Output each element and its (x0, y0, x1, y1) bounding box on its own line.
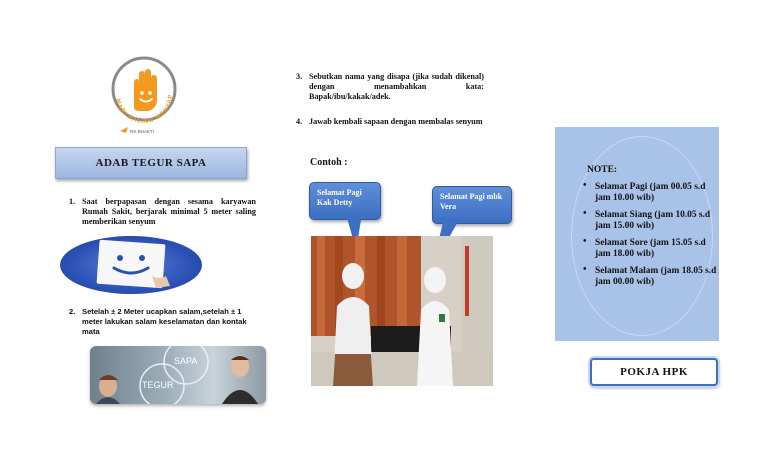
item-text: Saat berpapasan dengan sesama karyawan Rumah Sakit, berjarak minimal 5 meter saling memberikan senyum (82, 197, 256, 226)
hand-smile-icon (98, 55, 190, 145)
item-number: 4. (296, 117, 303, 126)
speech-bubble-left: Selamat Pagi Kak Detty (309, 182, 381, 220)
note-item: • Selamat Siang (jam 10.05 s.d jam 15.00 wib) (583, 210, 719, 231)
list-item (69, 307, 259, 337)
note-list (583, 182, 719, 294)
sapa-word: SAPA (174, 356, 198, 366)
item-text: Sebutkan nama yang disapa (jika sudah dikenal) dengan menambahkan kata: Bapak/ibu/kakak/adek. (309, 72, 484, 101)
item-number: 3. (296, 72, 303, 81)
list-item (296, 117, 484, 127)
item-number: 2. (69, 307, 76, 316)
tegur-word: TEGUR (142, 380, 174, 390)
item-text: Jawab kembali sapaan dengan membalas senyum (309, 117, 483, 126)
smiley-card-icon (60, 236, 202, 294)
logo-sub-text: RS·BHAKTI (130, 129, 155, 134)
example-label: Contoh : (310, 157, 348, 168)
note-item: • Selamat Pagi (jam 00.05 s.d jam 10.00 wib) (583, 182, 719, 203)
list-item (296, 72, 484, 102)
speech-bubble-right: Selamat Pagi mbk Vera (432, 186, 512, 224)
item-text: Setelah ± 2 Meter ucapkan salam,setelah ± 1 meter lakukan salam keselamatan dan kontak mata (82, 307, 247, 336)
list-item (69, 197, 256, 227)
note-title: NOTE: (587, 165, 618, 175)
sapa-tegur-photo (90, 346, 266, 404)
footer-label: POKJA HPK (590, 358, 718, 386)
smiley-photo (60, 236, 202, 294)
section-title: ADAB TEGUR SAPA (55, 147, 247, 179)
logo (98, 55, 190, 145)
note-item: • Selamat Malam (jam 18.05 s.d jam 00.00 wib) (583, 266, 719, 287)
note-item: • Selamat Sore (jam 15.05 s.d jam 18.00 wib) (583, 238, 719, 259)
people-talking-icon (90, 346, 266, 404)
greeting-photo (311, 236, 493, 386)
logo-ring-text: MARI SALING MENYAP (114, 94, 175, 126)
nurses-greeting-icon (311, 236, 493, 386)
item-number: 1. (69, 197, 76, 206)
